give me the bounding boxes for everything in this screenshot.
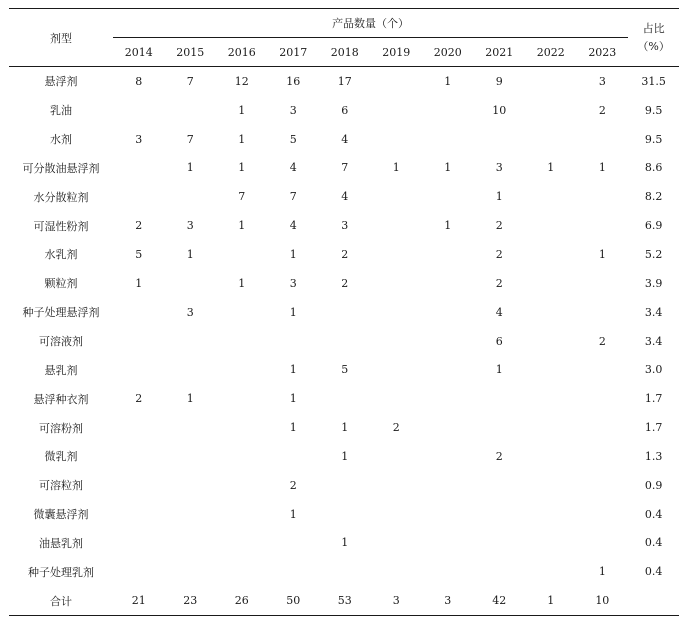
count-2020	[422, 442, 474, 471]
total-2022: 1	[525, 586, 577, 615]
count-2020	[422, 182, 474, 211]
count-2014	[113, 355, 165, 384]
percentage: 1.7	[644, 392, 663, 406]
count-2019	[371, 269, 423, 298]
count-2014	[113, 96, 165, 125]
count-2018	[319, 384, 371, 413]
count-2021: 1	[495, 363, 503, 377]
table-row	[9, 67, 679, 96]
count-2015	[165, 96, 217, 125]
count-2021: 2	[495, 449, 503, 463]
count-2015: 1	[186, 161, 194, 175]
count-2021	[474, 529, 526, 558]
formulation-table	[9, 8, 679, 616]
total-2018: 53	[319, 586, 371, 615]
header-type: 剂型	[9, 9, 113, 67]
count-2018: 3	[341, 219, 349, 233]
header-percentage	[628, 9, 679, 67]
formulation-name: 悬乳剂	[44, 363, 78, 377]
count-2018: 2	[341, 247, 349, 261]
count-2015	[165, 327, 217, 356]
header-year-2015: 2015	[165, 38, 217, 67]
count-2023: 1	[598, 247, 606, 261]
count-2023	[577, 269, 629, 298]
count-2014	[113, 529, 165, 558]
count-2023: 3	[598, 74, 606, 88]
count-2018: 2	[341, 276, 349, 290]
count-2016: 1	[238, 276, 246, 290]
percentage: 9.5	[644, 103, 663, 117]
count-2019	[371, 471, 423, 500]
count-2016	[216, 327, 268, 356]
count-2020	[422, 413, 474, 442]
count-2016: 7	[238, 190, 246, 204]
formulation-name: 颗粒剂	[44, 277, 78, 291]
count-2019	[371, 182, 423, 211]
count-2022	[525, 67, 577, 96]
header-year-2014: 2014	[113, 38, 165, 67]
count-2014: 2	[135, 219, 143, 233]
count-2017: 1	[289, 363, 297, 377]
header-year-2020: 2020	[422, 38, 474, 67]
count-2022	[525, 211, 577, 240]
count-2016	[216, 384, 268, 413]
count-2015	[165, 529, 217, 558]
header-year-2017: 2017	[268, 38, 320, 67]
count-2023	[577, 211, 629, 240]
percentage: 8.6	[644, 161, 663, 175]
table-row	[9, 211, 679, 240]
count-2019	[371, 355, 423, 384]
table-row	[9, 298, 679, 327]
count-2019: 1	[392, 161, 400, 175]
count-2017: 5	[289, 132, 297, 146]
table-row	[9, 182, 679, 211]
count-2018: 1	[341, 449, 349, 463]
count-2022	[525, 327, 577, 356]
total-2015: 23	[165, 586, 217, 615]
count-2020	[422, 557, 474, 586]
table-row	[9, 240, 679, 269]
percentage: 8.2	[644, 190, 663, 204]
count-2016	[216, 471, 268, 500]
count-2022	[525, 442, 577, 471]
formulation-name: 悬浮剂	[44, 75, 78, 89]
percentage: 3.0	[644, 363, 663, 377]
count-2021: 10	[492, 103, 507, 117]
count-2017: 7	[289, 190, 297, 204]
percentage: 1.7	[644, 421, 663, 435]
count-2016: 1	[238, 219, 246, 233]
total-2017: 50	[268, 586, 320, 615]
total-2020: 3	[422, 586, 474, 615]
count-2014	[113, 413, 165, 442]
formulation-name: 种子处理悬浮剂	[22, 306, 100, 320]
count-2021: 2	[495, 247, 503, 261]
count-2020	[422, 96, 474, 125]
count-2018: 4	[341, 190, 349, 204]
table-row	[9, 500, 679, 529]
header-year-2022: 2022	[525, 38, 577, 67]
total-2021: 42	[474, 586, 526, 615]
count-2023	[577, 125, 629, 154]
table-row	[9, 355, 679, 384]
count-2023	[577, 471, 629, 500]
count-2014: 2	[135, 392, 143, 406]
count-2020: 1	[444, 161, 452, 175]
count-2022: 1	[547, 161, 555, 175]
total-row	[9, 586, 679, 615]
count-2018: 1	[341, 421, 349, 435]
count-2022	[525, 269, 577, 298]
count-2019	[371, 67, 423, 96]
count-2015	[165, 471, 217, 500]
count-2020	[422, 327, 474, 356]
count-2017: 4	[289, 161, 297, 175]
count-2016: 1	[238, 132, 246, 146]
count-2015: 3	[186, 219, 194, 233]
formulation-name: 微乳剂	[44, 450, 78, 464]
count-2015	[165, 557, 217, 586]
count-2015: 7	[186, 74, 194, 88]
count-2020	[422, 500, 474, 529]
count-2021	[474, 557, 526, 586]
count-2022	[525, 500, 577, 529]
count-2021: 1	[495, 190, 503, 204]
percentage: 0.4	[644, 507, 663, 521]
count-2017	[268, 327, 320, 356]
count-2017: 2	[289, 478, 297, 492]
count-2016: 12	[234, 74, 249, 88]
percentage: 3.4	[644, 305, 663, 319]
count-2023	[577, 355, 629, 384]
total-percentage	[628, 586, 679, 615]
count-2015	[165, 182, 217, 211]
formulation-name: 可溶液剂	[39, 335, 83, 349]
count-2020	[422, 125, 474, 154]
formulation-name: 油悬乳剂	[39, 536, 83, 550]
count-2018: 17	[337, 74, 352, 88]
percentage: 3.4	[644, 334, 663, 348]
count-2014: 5	[135, 247, 143, 261]
count-2023	[577, 384, 629, 413]
count-2017: 3	[289, 276, 297, 290]
count-2017: 1	[289, 507, 297, 521]
count-2019	[371, 211, 423, 240]
total-2014: 21	[113, 586, 165, 615]
count-2022	[525, 471, 577, 500]
count-2019	[371, 298, 423, 327]
percentage: 6.9	[644, 219, 663, 233]
count-2023	[577, 298, 629, 327]
count-2019	[371, 529, 423, 558]
count-2023	[577, 413, 629, 442]
count-2022	[525, 96, 577, 125]
count-2022	[525, 413, 577, 442]
count-2023	[577, 182, 629, 211]
count-2023: 2	[598, 334, 606, 348]
count-2018: 7	[341, 161, 349, 175]
count-2018: 6	[341, 103, 349, 117]
count-2015	[165, 269, 217, 298]
count-2018	[319, 327, 371, 356]
count-2018	[319, 500, 371, 529]
formulation-name: 可溶粉剂	[39, 421, 83, 435]
count-2019	[371, 384, 423, 413]
total-2023: 10	[577, 586, 629, 615]
count-2022	[525, 298, 577, 327]
table-row	[9, 96, 679, 125]
formulation-name: 种子处理乳剂	[28, 565, 94, 579]
count-2017: 3	[289, 103, 297, 117]
count-2017: 1	[289, 247, 297, 261]
header-year-2018: 2018	[319, 38, 371, 67]
formulation-name: 微囊悬浮剂	[33, 508, 89, 522]
percentage: 5.2	[644, 247, 663, 261]
count-2021: 3	[495, 161, 503, 175]
count-2014	[113, 442, 165, 471]
formulation-name: 水分散粒剂	[33, 190, 89, 204]
count-2020: 1	[444, 74, 452, 88]
count-2017	[268, 442, 320, 471]
count-2023	[577, 442, 629, 471]
count-2016	[216, 442, 268, 471]
count-2023	[577, 529, 629, 558]
count-2016	[216, 413, 268, 442]
count-2021: 9	[495, 74, 503, 88]
percentage: 0.4	[644, 536, 663, 550]
percentage: 1.3	[644, 449, 663, 463]
count-2017: 1	[289, 392, 297, 406]
count-2019: 2	[392, 421, 400, 435]
table-row	[9, 327, 679, 356]
count-2022	[525, 557, 577, 586]
count-2015: 7	[186, 132, 194, 146]
count-2020	[422, 269, 474, 298]
formulation-name: 可湿性粉剂	[33, 219, 89, 233]
table-row	[9, 269, 679, 298]
count-2023: 1	[598, 565, 606, 579]
table-row	[9, 471, 679, 500]
count-2014	[113, 327, 165, 356]
count-2019	[371, 96, 423, 125]
count-2018: 5	[341, 363, 349, 377]
count-2022	[525, 240, 577, 269]
count-2016: 1	[238, 103, 246, 117]
count-2018: 1	[341, 536, 349, 550]
count-2014	[113, 182, 165, 211]
count-2021: 2	[495, 219, 503, 233]
count-2022	[525, 125, 577, 154]
count-2020	[422, 529, 474, 558]
count-2014: 8	[135, 74, 143, 88]
count-2023	[577, 500, 629, 529]
count-2021	[474, 384, 526, 413]
count-2014	[113, 557, 165, 586]
count-2018	[319, 298, 371, 327]
count-2014	[113, 298, 165, 327]
count-2017	[268, 557, 320, 586]
count-2015: 1	[186, 247, 194, 261]
count-2020	[422, 471, 474, 500]
count-2020	[422, 384, 474, 413]
count-2015: 1	[186, 392, 194, 406]
table-row	[9, 154, 679, 183]
formulation-name: 悬浮种衣剂	[33, 392, 89, 406]
count-2016	[216, 240, 268, 269]
formulation-name: 可分散油悬浮剂	[22, 161, 100, 175]
count-2014: 1	[135, 276, 143, 290]
percentage: 0.4	[644, 565, 663, 579]
count-2021: 2	[495, 276, 503, 290]
count-2020: 1	[444, 219, 452, 233]
table-row	[9, 529, 679, 558]
count-2015	[165, 442, 217, 471]
total-label: 合计	[9, 586, 113, 615]
count-2017: 16	[286, 74, 301, 88]
count-2016	[216, 298, 268, 327]
count-2015: 3	[186, 305, 194, 319]
count-2021	[474, 125, 526, 154]
count-2016	[216, 500, 268, 529]
table-row	[9, 384, 679, 413]
total-2019: 3	[371, 586, 423, 615]
count-2021: 6	[495, 334, 503, 348]
count-2015	[165, 500, 217, 529]
count-2022	[525, 384, 577, 413]
count-2017: 1	[289, 305, 297, 319]
total-2016: 26	[216, 586, 268, 615]
count-2015	[165, 355, 217, 384]
count-2017: 4	[289, 219, 297, 233]
count-2014: 3	[135, 132, 143, 146]
formulation-name: 乳油	[50, 104, 72, 118]
count-2018	[319, 471, 371, 500]
count-2014	[113, 500, 165, 529]
count-2019	[371, 327, 423, 356]
count-2019	[371, 442, 423, 471]
count-2014	[113, 154, 165, 183]
count-2019	[371, 125, 423, 154]
count-2019	[371, 500, 423, 529]
table-row	[9, 413, 679, 442]
header-year-2021: 2021	[474, 38, 526, 67]
count-2018: 4	[341, 132, 349, 146]
count-2017: 1	[289, 421, 297, 435]
count-2022	[525, 182, 577, 211]
table-row	[9, 557, 679, 586]
count-2021	[474, 500, 526, 529]
count-2014	[113, 471, 165, 500]
header-year-2016: 2016	[216, 38, 268, 67]
header-product-count: 产品数量（个）	[113, 9, 628, 38]
count-2021: 4	[495, 305, 503, 319]
percentage: 31.5	[641, 74, 666, 88]
header-year-2019: 2019	[371, 38, 423, 67]
formulation-name: 水剂	[50, 133, 72, 147]
count-2019	[371, 557, 423, 586]
percentage: 0.9	[644, 478, 663, 492]
percentage: 9.5	[644, 132, 663, 146]
count-2023: 2	[598, 103, 606, 117]
count-2016	[216, 355, 268, 384]
count-2017	[268, 529, 320, 558]
count-2022	[525, 355, 577, 384]
table-row	[9, 442, 679, 471]
count-2019	[371, 240, 423, 269]
header-percentage-line1: 占比	[642, 21, 665, 35]
count-2022	[525, 529, 577, 558]
percentage: 3.9	[644, 276, 663, 290]
count-2020	[422, 355, 474, 384]
count-2021	[474, 413, 526, 442]
count-2016: 1	[238, 161, 246, 175]
formulation-name: 可溶粒剂	[39, 479, 83, 493]
formulation-name: 水乳剂	[44, 248, 78, 262]
count-2023: 1	[598, 161, 606, 175]
count-2018	[319, 557, 371, 586]
count-2021	[474, 471, 526, 500]
count-2015	[165, 413, 217, 442]
count-2020	[422, 240, 474, 269]
count-2020	[422, 298, 474, 327]
count-2016	[216, 557, 268, 586]
header-year-2023: 2023	[577, 38, 629, 67]
table-row	[9, 125, 679, 154]
count-2016	[216, 529, 268, 558]
header-percentage-line2: （%）	[637, 39, 670, 53]
